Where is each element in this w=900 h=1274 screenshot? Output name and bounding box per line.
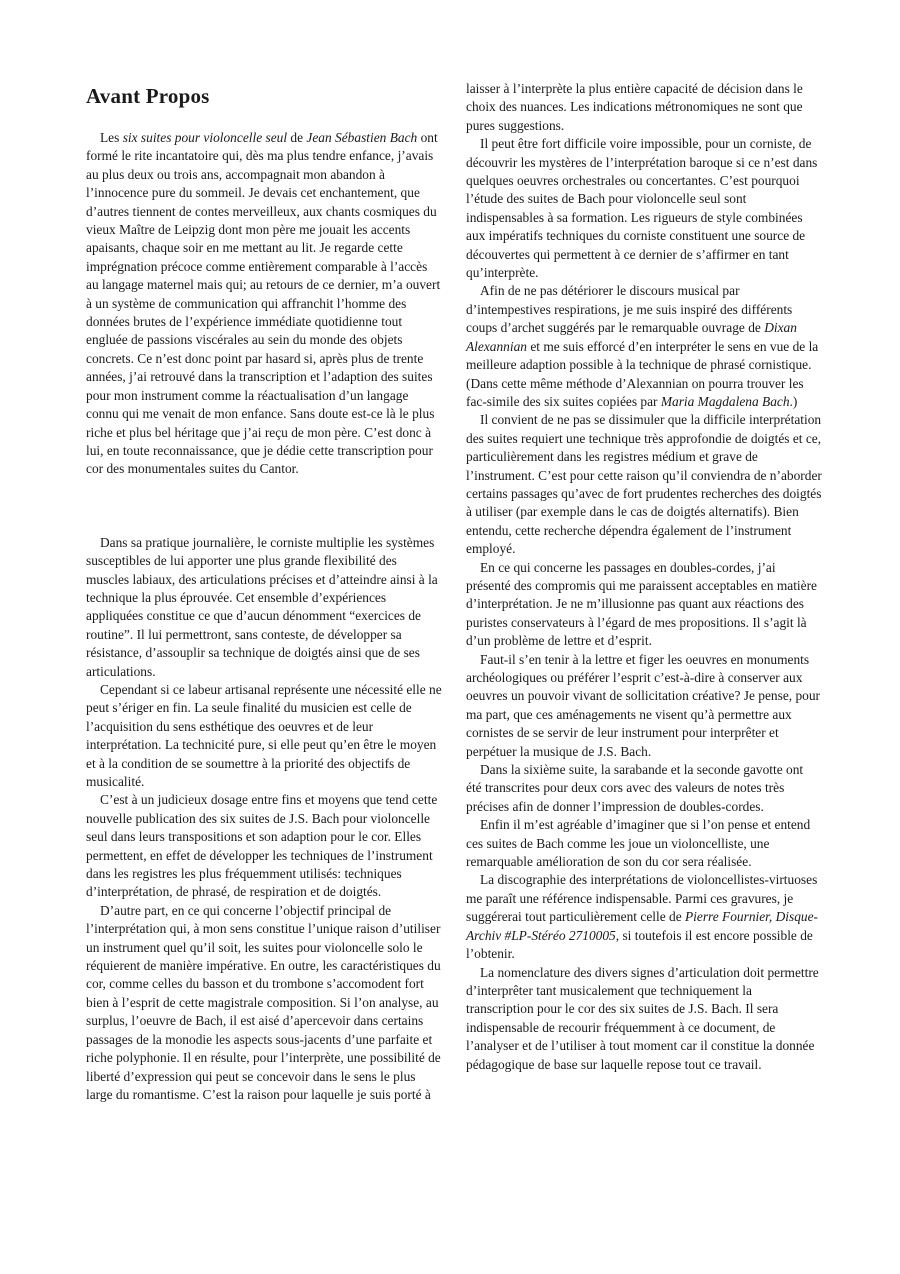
page-title: Avant Propos [86, 84, 210, 108]
paragraph: Faut-il s’en tenir à la lettre et figer les oeuvres en monuments archéologiques ou préférer l’esprit c’est-à-dire à conserver aux oeuvres un pouvoir vivant de sollicitation créative? Je pense, pour ma part, que ces aménagements ne visent qu’à permettre aux cornistes de se servir de leur instrument pour interprêter et perpétuer la musique de J.S. Bach. [466, 651, 821, 759]
paragraph: Dans la sixième suite, la sarabande et la seconde gavotte ont été transcrites pour deux cors avec des valeurs de notes très précises afin de donner l’impression de doubles-cordes. [466, 762, 804, 814]
paragraph: Cependant si ce labeur artisanal représente une nécessité elle ne peut s’ériger en fin. La seule finalité du musicien est celle de l’acquisition du sens esthétique des oeuvres et de leur interprétation. La technicité pure, si elle peut qu’en être le moyen et à la condition de se soumettre à la priorité des objectifs de musicalité. [86, 681, 442, 789]
paragraph: C’est à un judicieux dosage entre fins et moyens que tend cette nouvelle publication des six suites de J.S. Bach pour violoncelle seul dans leurs transpositions et son adaption pour le cor. Elles permettent, en effet de développer les techniques de l’instrument dans les registres les plus fréquemment utilisés: techniques d’interprétation, de phrasé, de respiration et de doigtés. [86, 792, 438, 900]
paragraph: Dans sa pratique journalière, le corniste multiplie les systèmes susceptibles de lui apporter une plus grande flexibilité des muscles labiaux, des articulations précises et d’atteindre ainsi à la technique la plus éprouvée. Cet ensemble d’expériences appliquées constitue ce que d’aucun dénomment “exercices de routine”. Il lui permettront, sans conteste, de développer sa résistance, d’assouplir sa technique de doigtés ainsi que de ses articulations. [86, 534, 438, 679]
section-gap [86, 479, 442, 534]
recording-reference: Pierre Fournier, Disque-Archiv #LP-Stéréo 2710005 [466, 909, 819, 943]
paragraph: En ce qui concerne les passages en doubles-cordes, j’ai présenté des compromis qui me paraissent acceptables en matière d’interprétation. Je ne m’illusionne pas quant aux réactions des puristes conservateurs à l’égard de mes propositions. Il s’agit là d’un problème de lettre et d’esprit. [466, 559, 817, 649]
paragraph: La discographie des interprétations de violoncellistes-virtuoses me paraît une référence indispensable. Parmi ces gravures, je suggérerai tout particulièrement celle de Pierre Fournier, Disque-Archiv #LP-Stéréo 2710005, si toutefois il est encore possible de l’obtenir. [466, 872, 819, 962]
composer-name: Jean Sébastien Bach [306, 130, 418, 145]
copyist-name: Maria Magdalena Bach [660, 393, 790, 409]
intro-paragraph: Les six suites pour violoncelle seul de Jean Sébastien Bach ont formé le rite incantatoire qui, dès ma plus tendre enfance, j’avais au plus deux ou trois ans, accompagnait mon abandon à l’innocence pure du sommeil. Je devais cet enchantement, que d’autres tiennent de contes merveilleux, aux chants cosmiques du vieux Maître de Leipzig dont mon père me jouait les accents apaisants, chaque soir en me mettant au lit. Je regarde cette imprégnation précoce comme entièrement comparable à l’accès au langage maternel mais qui; au retours de ce dernier, m’a ouvert à un système de communication qui affranchit l’homme des données brutes de l’expérience immédiate quotidienne tout engluée de passions viscérales au sein du monde des objets concrets. Ce n’est donc point par hasard si, après plus de trente années, j’ai retrouvé dans la transcription et l’adaption des suites pour mon instrument comme la réactualisation d’un langage connu qui me venait de mon enfance. Sans doute est-ce là le plus riche et plus bel héritage que j’ai reçu de mon père. C’est donc à lui, en toute reconnaissance, que je dédie cette transcription pour cor des monumentales suites du Cantor. [86, 130, 441, 477]
work-title: six suites pour violoncelle seul [122, 130, 288, 145]
paragraph: D’autre part, en ce qui concerne l’objectif principal de l’interprétation qui, à mon sens constitue l’unique raison d’utiliser un instrument quel qu’il soit, les suites pour violoncelle solo le réquierent de manière impérative. En outre, les caractéristiques du cor, comme celles du basson et du trombone s’accomodent fort bien à l’esprit de cette magistrale composition. Si l’on analyse, au surplus, l’oeuvre de Bach, il est aisé d’apercevoir dans certains passages de la monodie les aspects sous-jacents d’une parfaite et riche polyphonie. Il en résulte, pour l’interprète, une possibilité de liberté d’expression qui peut se concevoir dans le sens le plus large du romantisme. C’est la raison pour laquelle je suis porté à [86, 902, 441, 1102]
left-column [86, 84, 442, 1104]
paragraph: Il peut être fort difficile voire impossible, pour un corniste, de découvrir les mystères de l’interprétation baroque si ce n’est dans quelques oeuvres orchestrales ou concertantes. C’est pourquoi l’étude des suites de Bach pour violoncelle seul sont indispensables à sa formation. Les rigueurs de style combinées aux impératifs techniques du corniste constituent une source de découvertes qui permettent à ce dernier de s’affirmer en tant qu’interprète. [466, 136, 818, 281]
paragraph: La nomenclature des divers signes d’articulation doit permettre d’interprêter tant musicalement que techniquement la transcription pour le cor des six suites de J.S. Bach. Il sera indispensable de recourir fréquemment à ce document, de l’analyser et de l’utiliser à tout moment car il constitue la donnée pédagogique de base sur laquelle repose tout ce travail. [466, 964, 819, 1072]
paragraph: Il convient de ne pas se dissimuler que la difficile interprétation des suites requiert une technique très approfondie de doigtés et ce, particulièrement dans les registres médium et grave de l’instrument. C’est pour cette raison qu’il conviendra de n’aborder certains passages qu’avec de fort prudentes recherches des doigtés à utiliser (par exemple dans le cas de doigtés alternatifs). Bien entendu, cette recherche dépendra également de l’instrument employé. [466, 412, 822, 557]
right-column [466, 80, 822, 1074]
paragraph: laisser à l’interprète la plus entière capacité de décision dans le choix des nuances. Les indications métronomiques ne sont que pures suggestions. [466, 81, 803, 133]
author-name: Dixan Alexannian [466, 320, 797, 354]
paragraph: Enfin il m’est agréable d’imaginer que si l’on pense et entend ces suites de Bach comme les joue un violoncelliste, une remarquable amélioration de son du cor sera réalisée. [466, 817, 811, 870]
paragraph: Afin de ne pas détériorer le discours musical par d’intempestives respirations, je me suis inspiré des différents coups d’archet suggérés par le remarquable ouvrage de Dixan Alexannian et me suis efforcé d’en interpréter le sens en vue de la meilleure adaption possible à la technique de phrasé cornistique. (Dans cette même méthode d’Alexannian on pourra trouver les fac-simile des six suites copiées par Maria Magdalena Bach.) [466, 283, 819, 409]
